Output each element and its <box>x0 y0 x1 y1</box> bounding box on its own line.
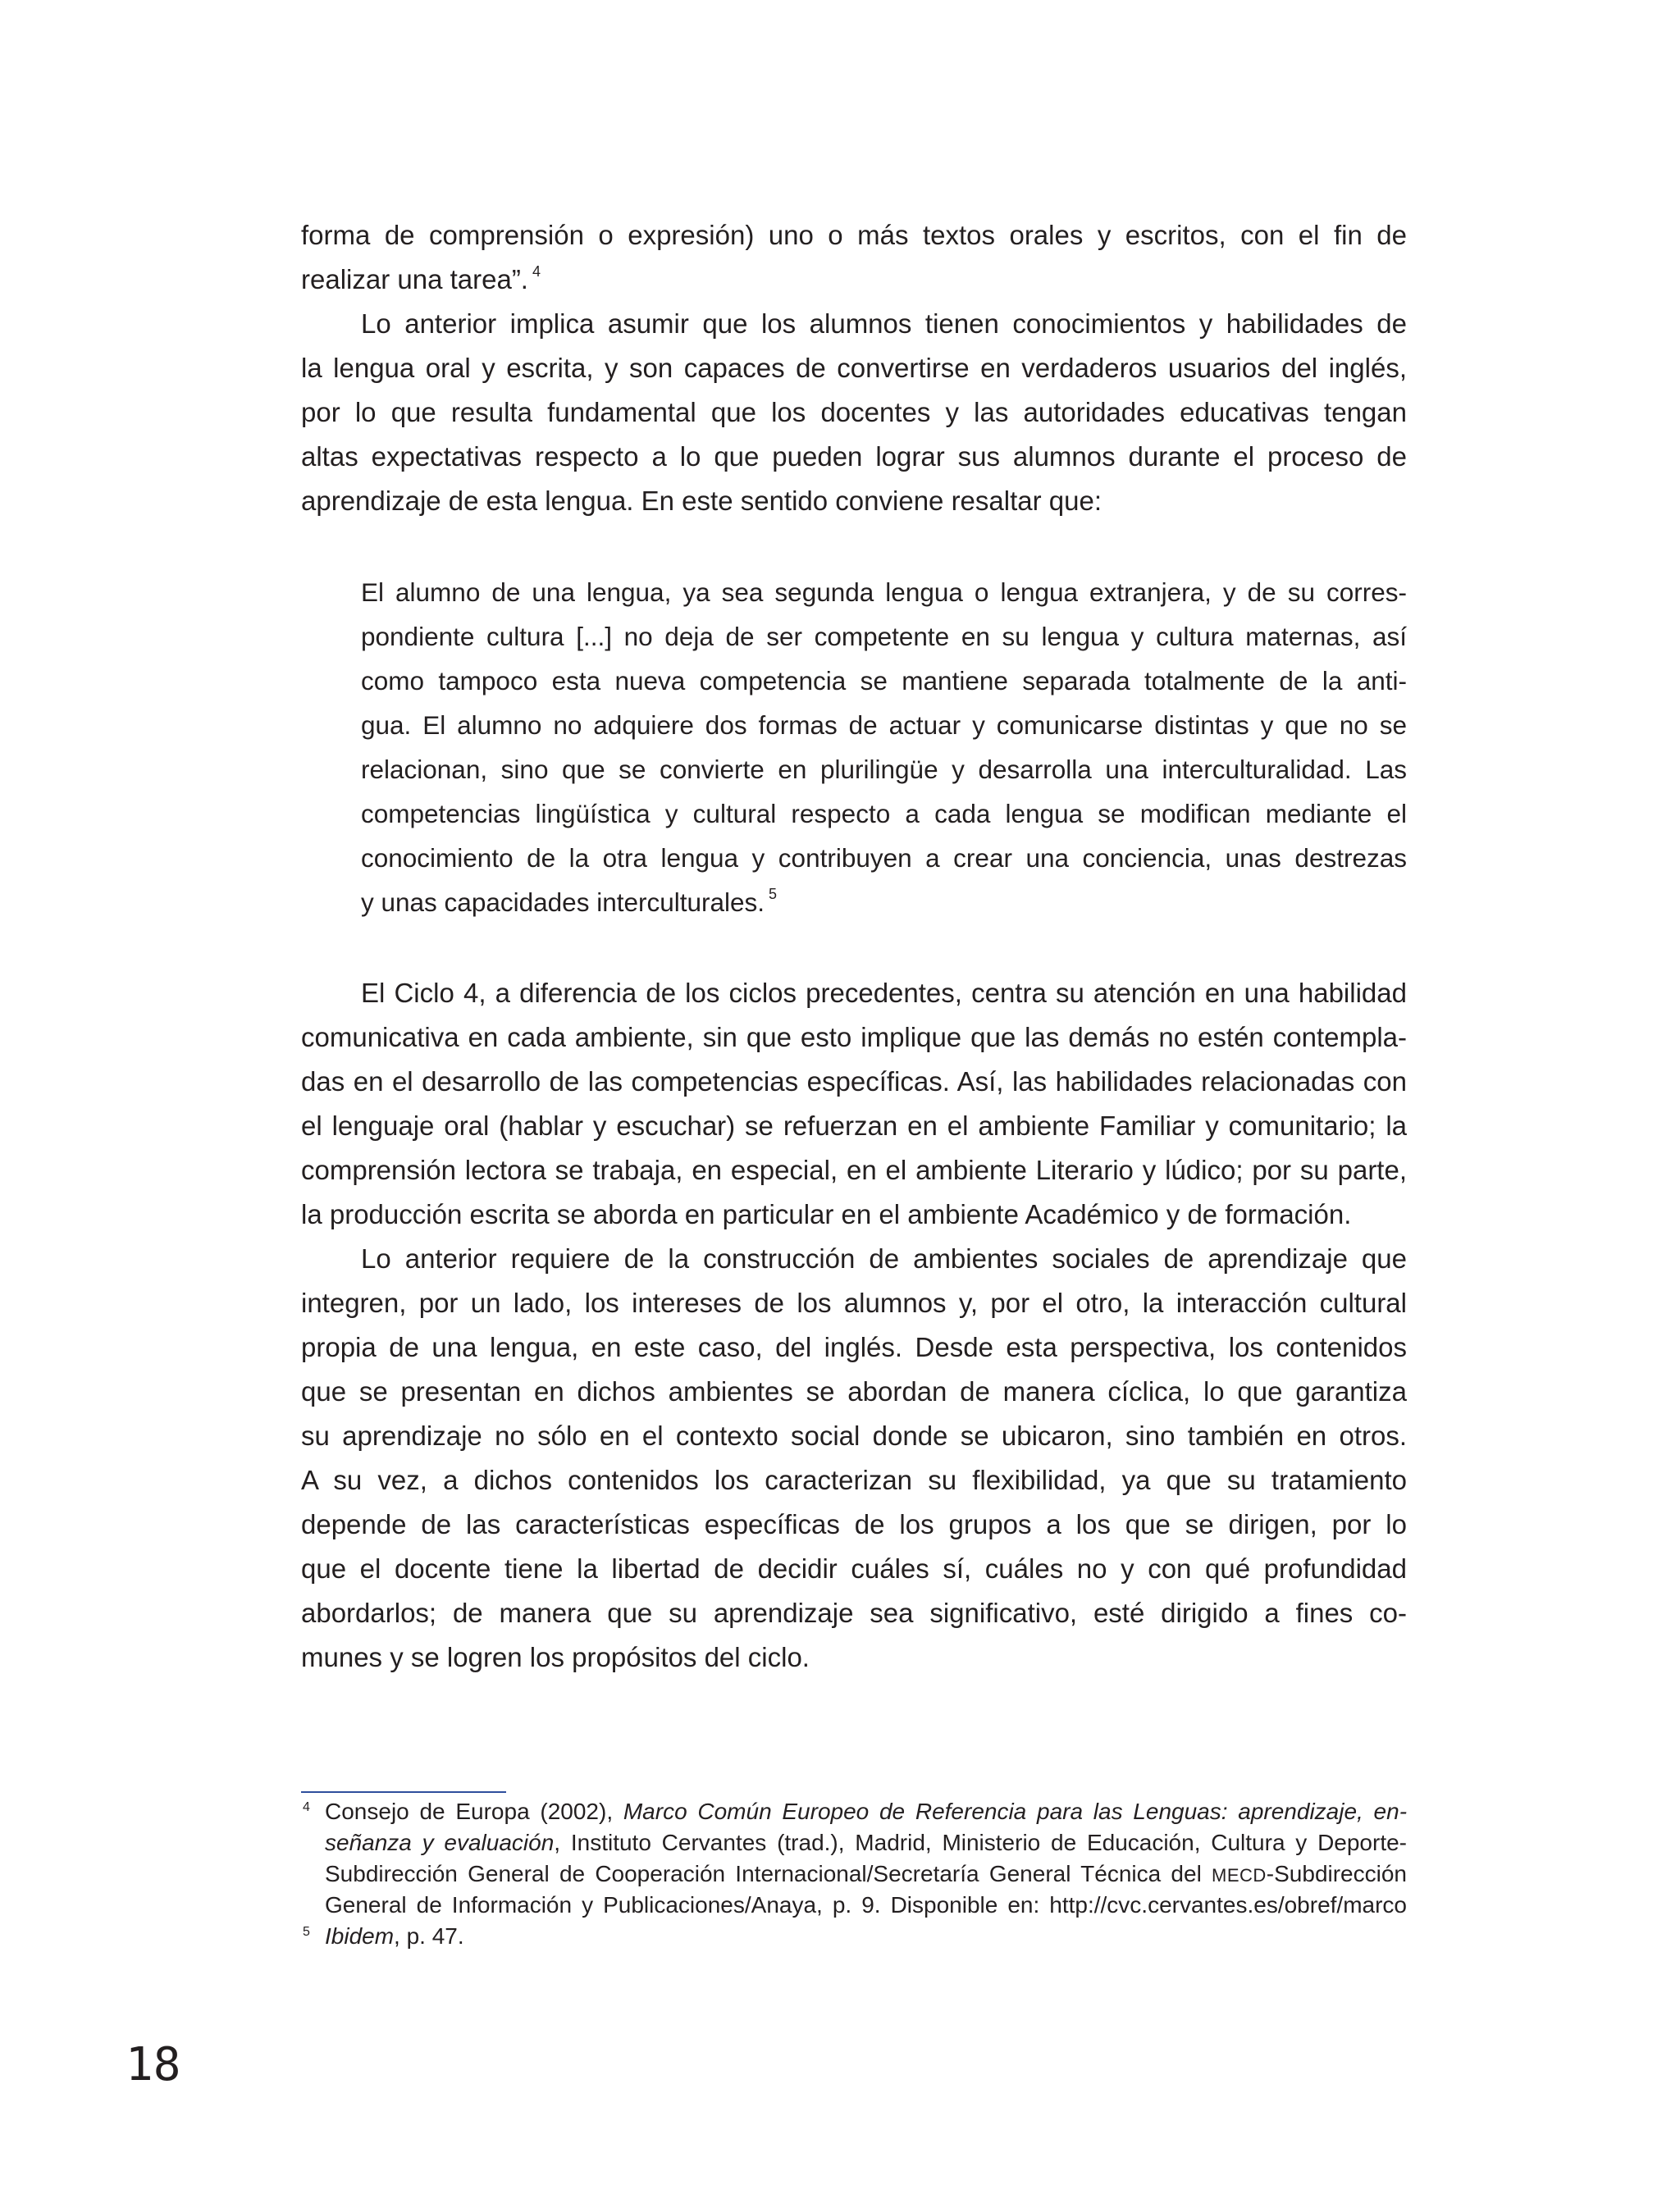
text-line: Lo anterior requiere de la construcción de ambientes sociales de aprendizaje que <box>361 1243 1407 1274</box>
text-line: abordarlos; de manera que su aprendizaje sea significativo, esté dirigido a fines co- <box>301 1598 1407 1628</box>
paragraph <box>301 302 1407 523</box>
footnote-text: General de Información y Publicaciones/Anaya, p. 9. Disponible en: http://cvc.cervantes.es/obref/marco <box>325 1892 1407 1918</box>
footnote-marker: 5 <box>303 1925 310 1939</box>
text-line: depende de las características específicas de los grupos a los que se dirigen, por lo <box>301 1509 1407 1539</box>
footnotes <box>303 1796 1408 1952</box>
text-line-content: realizar una tarea”. <box>301 264 528 294</box>
footnote <box>303 1921 1407 1952</box>
text-line: comprensión lectora se trabaja, en especial, en el ambiente Literario y lúdico; por su parte, <box>301 1155 1407 1185</box>
footnote-title: Ibidem <box>325 1923 395 1949</box>
text-line: propia de una lengua, en este caso, del inglés. Desde esta perspectiva, los contenidos <box>301 1332 1407 1362</box>
paragraph <box>301 1237 1407 1680</box>
text-line: por lo que resulta fundamental que los docentes y las autoridades educativas tengan <box>301 397 1407 427</box>
text-line: la producción escrita se aborda en particular en el ambiente Académico y de formación. <box>301 1199 1352 1229</box>
text-line: Lo anterior implica asumir que los alumnos tienen conocimientos y habilidades de <box>361 308 1407 339</box>
footnote-line <box>325 1921 1407 1952</box>
text-line: altas expectativas respecto a lo que pueden lograr sus alumnos durante el proceso de <box>301 441 1407 472</box>
text-line <box>301 258 1407 302</box>
block-quote <box>361 570 1407 924</box>
text-line: El Ciclo 4, a diferencia de los ciclos precedentes, centra su atención en una habilidad <box>361 978 1407 1008</box>
text-line: integren, por un lado, los intereses de los alumnos y, por el otro, la interacción cultural <box>301 1288 1407 1318</box>
page-number: 18 <box>126 2038 181 2091</box>
text-line: das en el desarrollo de las competencias específicas. Así, las habilidades relacionadas con <box>301 1066 1407 1097</box>
footnote-text: Subdirección General de Cooperación Internacional/Secretaría General Técnica del <box>325 1861 1212 1886</box>
text-line: su aprendizaje no sólo en el contexto social donde se ubicaron, sino también en otros. <box>301 1421 1407 1451</box>
footnote-title: Marco Común Europeo de Referencia para las Lenguas: aprendizaje, en- <box>623 1799 1408 1824</box>
footnote-text: -Subdirección <box>1266 1861 1407 1886</box>
footnote-line <box>325 1890 1407 1921</box>
quote-line <box>361 880 1407 924</box>
paragraph <box>301 971 1407 1237</box>
quote-line: conocimiento de la otra lengua y contribuyen a crear una conciencia, unas destrezas <box>361 843 1407 873</box>
footnote-line <box>325 1859 1407 1890</box>
footnote-text: , p. 47. <box>394 1923 464 1949</box>
paragraph-group <box>301 971 1407 1680</box>
paragraph-group <box>301 213 1407 523</box>
text-line: A su vez, a dichos contenidos los caracterizan su flexibilidad, ya que su tratamiento <box>301 1465 1407 1495</box>
paragraph <box>301 213 1407 302</box>
text-line: el lenguaje oral (hablar y escuchar) se refuerzan en el ambiente Familiar y comunitario; la <box>301 1111 1407 1141</box>
footnote-marker: 4 <box>303 1800 310 1814</box>
footnote-line <box>325 1796 1407 1827</box>
footnote-title: señanza y evaluación <box>325 1830 555 1855</box>
quote-line: competencias lingüística y cultural respecto a cada lengua se modifican mediante el <box>361 799 1407 828</box>
footnote-text: Consejo de Europa (2002), <box>325 1799 623 1824</box>
text-line: que se presentan en dichos ambientes se abordan de manera cíclica, lo que garantiza <box>301 1376 1407 1407</box>
quote-line: relacionan, sino que se convierte en plurilingüe y desarrolla una interculturalidad. Las <box>361 755 1407 784</box>
text-line: la lengua oral y escrita, y son capaces de convertirse en verdaderos usuarios del inglés, <box>301 353 1407 383</box>
text-line: munes y se logren los propósitos del ciclo. <box>301 1642 810 1672</box>
footnote-separator <box>301 1791 506 1793</box>
quote-line: gua. El alumno no adquiere dos formas de actuar y comunicarse distintas y que no se <box>361 710 1407 740</box>
text-line: que el docente tiene la libertad de decidir cuáles sí, cuáles no y con qué profundidad <box>301 1553 1407 1584</box>
footnote-text: , Instituto Cervantes (trad.), Madrid, Ministerio de Educación, Cultura y Deporte- <box>554 1830 1408 1855</box>
footnote <box>303 1796 1408 1921</box>
quote-line-content: y unas capacidades interculturales. <box>361 887 765 917</box>
text-line: comunicativa en cada ambiente, sin que esto implique que las demás no estén contempla- <box>301 1022 1407 1052</box>
footnote-abbreviation: MECD <box>1212 1865 1267 1886</box>
footnote-reference: 5 <box>769 886 778 902</box>
quote-line: El alumno de una lengua, ya sea segunda lengua o lengua extranjera, y de su corres- <box>361 577 1407 607</box>
footnote-line <box>325 1827 1407 1859</box>
text-line: forma de comprensión o expresión) uno o más textos orales y escritos, con el fin de <box>301 220 1407 250</box>
text-line: aprendizaje de esta lengua. En este sentido conviene resaltar que: <box>301 486 1102 516</box>
quote-line: pondiente cultura [...] no deja de ser competente en su lengua y cultura maternas, así <box>361 622 1407 651</box>
footnote-reference: 4 <box>532 263 541 280</box>
quote-line: como tampoco esta nueva competencia se mantiene separada totalmente de la anti- <box>361 666 1407 696</box>
